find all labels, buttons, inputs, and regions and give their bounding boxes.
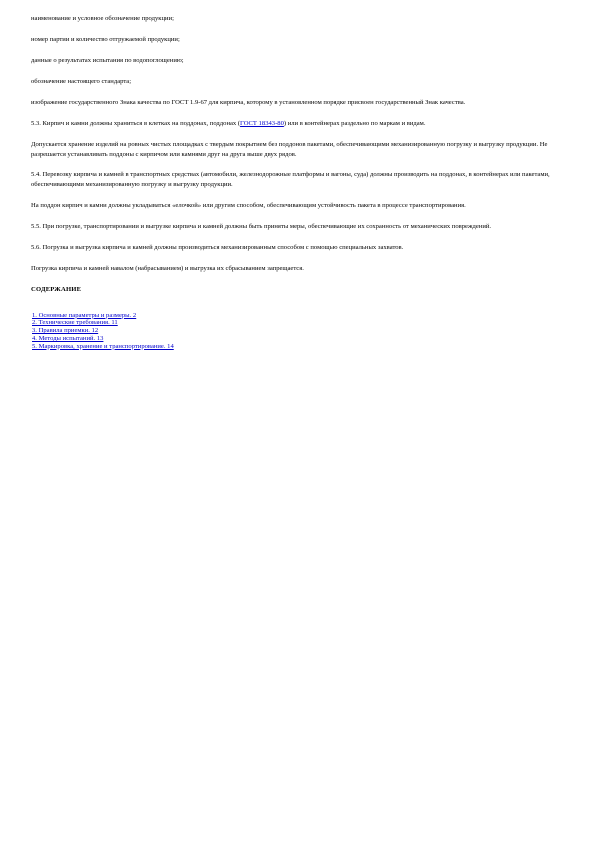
text-line: номер партии и количество отгружаемой продукции; [31, 35, 180, 43]
paragraph-5-6: 5.6. Погрузка и выгрузка кирпича и камней должны производиться механизированным способом с помощью специальных захватов. [31, 244, 404, 252]
paragraph: Допускается хранение изделий на ровных чистых площадках с твердым покрытием без поддонов пакетами, обеспечивающими механизированную погрузку и выгрузку продукции. Не разрешается устанавливать поддоны с кирпичом или камнями друг на друга выше двух рядов. [31, 140, 548, 158]
toc-item [31, 327, 556, 335]
toc-link[interactable]: 5. Маркировка, хранение и транспортирование. 14 [32, 342, 174, 350]
paragraph-text: 5.3. Кирпич и камни должны храниться в клетках на поддонах, поддонах ( [31, 119, 241, 127]
toc-item [31, 312, 556, 320]
paragraph-5-4: 5.4. Перевозку кирпича и камней в транспортных средствах (автомобили, железнодорожные платформы и вагоны, суда) должны производить на поддонах, в контейнерах или пакетами, обеспечивающими механизированную погрузку и выгрузку продукции. [31, 171, 550, 189]
toc-list [31, 312, 556, 351]
paragraph-5-5: 5.5. При погрузке, транспортировании и выгрузке кирпича и камней должны быть приняты меры, обеспечивающие их сохранность от механических повреждений. [31, 223, 492, 231]
paragraph: Погрузка кирпича и камней навалом (набрасыванием) и выгрузка их сбрасыванием запрещается. [31, 265, 304, 273]
toc-item [31, 319, 556, 327]
toc-link[interactable]: 4. Методы испытаний. 13 [32, 334, 104, 342]
paragraph: На поддон кирпич и камни должны укладываться «елочкой» или другим способом, обеспечивающим устойчивость пакета в процессе транспортирования. [31, 202, 466, 210]
toc-item [31, 343, 556, 351]
gost-link[interactable]: ГОСТ 18343-80 [240, 119, 284, 127]
paragraph-5-3 [31, 119, 556, 129]
text-line: изображение государственного Знака качества по ГОСТ 1.9-67 для кирпича, которому в установленном порядке присвоен государственный Знак качества. [31, 98, 466, 106]
toc-link[interactable]: 3. Правила приемки. 12 [32, 327, 99, 335]
text-line: обозначение настоящего стандарта; [31, 77, 132, 85]
toc-link[interactable]: 2. Технические требования. 11 [32, 319, 118, 327]
toc-link[interactable]: 1. Основные параметры и размеры. 2 [32, 311, 137, 319]
toc-title: СОДЕРЖАНИЕ [31, 286, 82, 293]
toc-item [31, 335, 556, 343]
text-line: данные о результатах испытания по водопоглощению; [31, 56, 184, 64]
paragraph-text: ) или в контейнерах раздельно по маркам и видам. [283, 119, 426, 127]
text-line: наименование и условное обозначение продукции; [31, 15, 174, 22]
document-page [31, 14, 556, 351]
